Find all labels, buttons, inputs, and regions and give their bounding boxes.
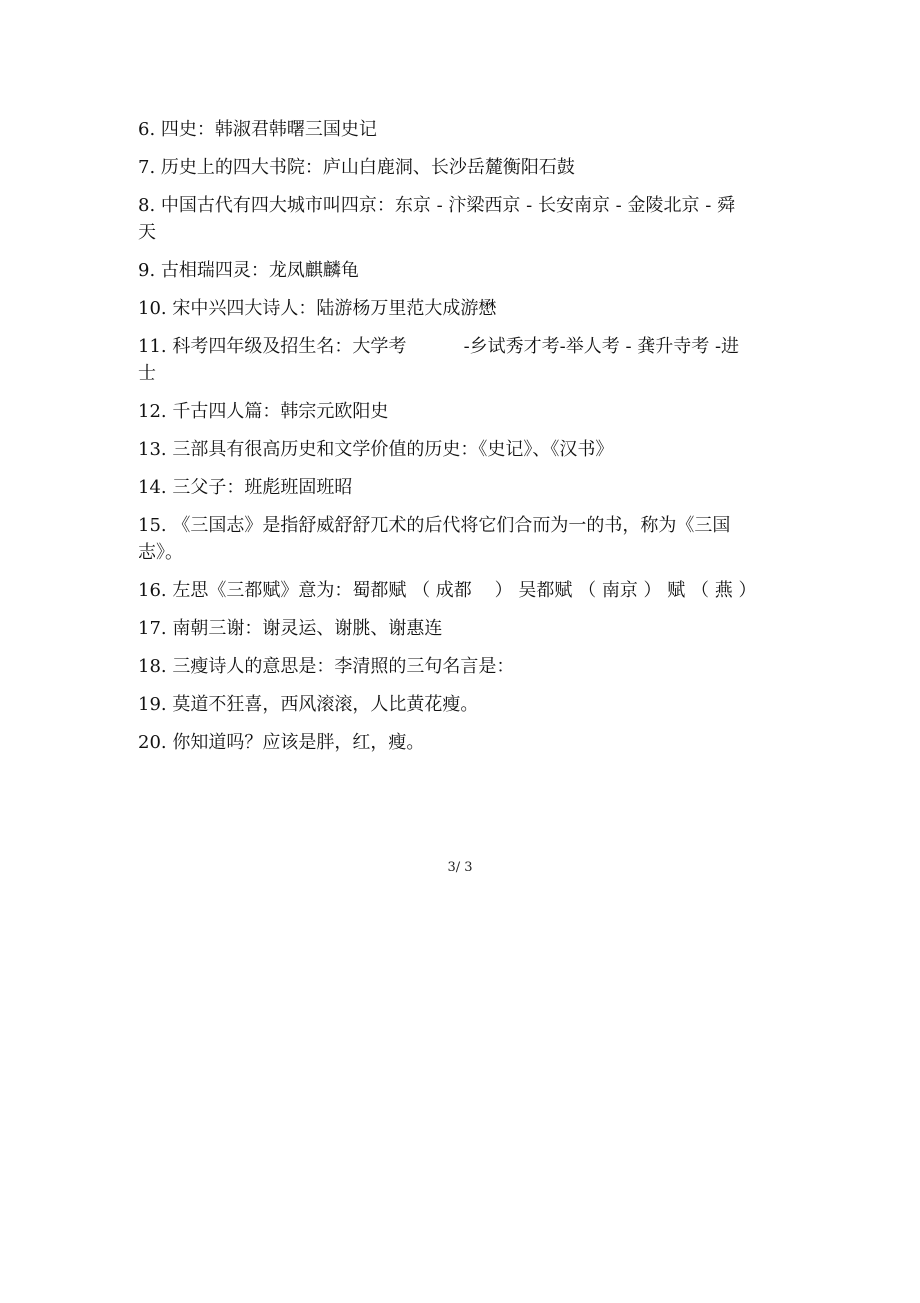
list-item: 8. 中国古代有四大城市叫四京：东京 - 汴梁西京 - 长安南京 - 金陵北京 - 舜天 bbox=[138, 195, 735, 243]
list-item: 12. 千古四人篇：韩宗元欧阳史 bbox=[138, 401, 389, 422]
list-item: 6. 四史：韩淑君韩曙三国史记 bbox=[138, 119, 377, 140]
list-item: 16. 左思《三都赋》意为：蜀都赋 （ 成都 ） 吴都赋 （ 南京 ） 赋 （ 燕 ） bbox=[138, 580, 757, 601]
list-item: 14. 三父子：班彪班固班昭 bbox=[138, 477, 353, 498]
list-item: 17. 南朝三谢：谢灵运、谢朓、谢惠连 bbox=[138, 618, 443, 639]
list-item: 20. 你知道吗？应该是胖，红，瘦。 bbox=[138, 732, 425, 753]
page-number: 3/ 3 bbox=[447, 860, 473, 875]
list-item: 15. 《三国志》是指舒威舒舒兀术的后代将它们合而为一的书，称为《三国志》。 bbox=[138, 515, 731, 563]
list-item: 11. 科考四年级及招生名：大学考 -乡试秀才考-举人考 - 龚升寺考 -进士 bbox=[138, 336, 740, 384]
list-item: 7. 历史上的四大书院：庐山白鹿洞、长沙岳麓衡阳石鼓 bbox=[138, 157, 575, 178]
list-item: 9. 古相瑞四灵：龙凤麒麟龟 bbox=[138, 260, 359, 281]
document-body bbox=[138, 116, 757, 767]
list-item: 10. 宋中兴四大诗人：陆游杨万里范大成游懋 bbox=[138, 298, 497, 319]
list-item: 18. 三瘦诗人的意思是：李清照的三句名言是： bbox=[138, 656, 515, 677]
list-item: 13. 三部具有很高历史和文学价值的历史：《史记》、《汉书》 bbox=[138, 439, 614, 460]
list-item: 19. 莫道不狂喜，西风滚滚，人比黄花瘦。 bbox=[138, 694, 479, 715]
